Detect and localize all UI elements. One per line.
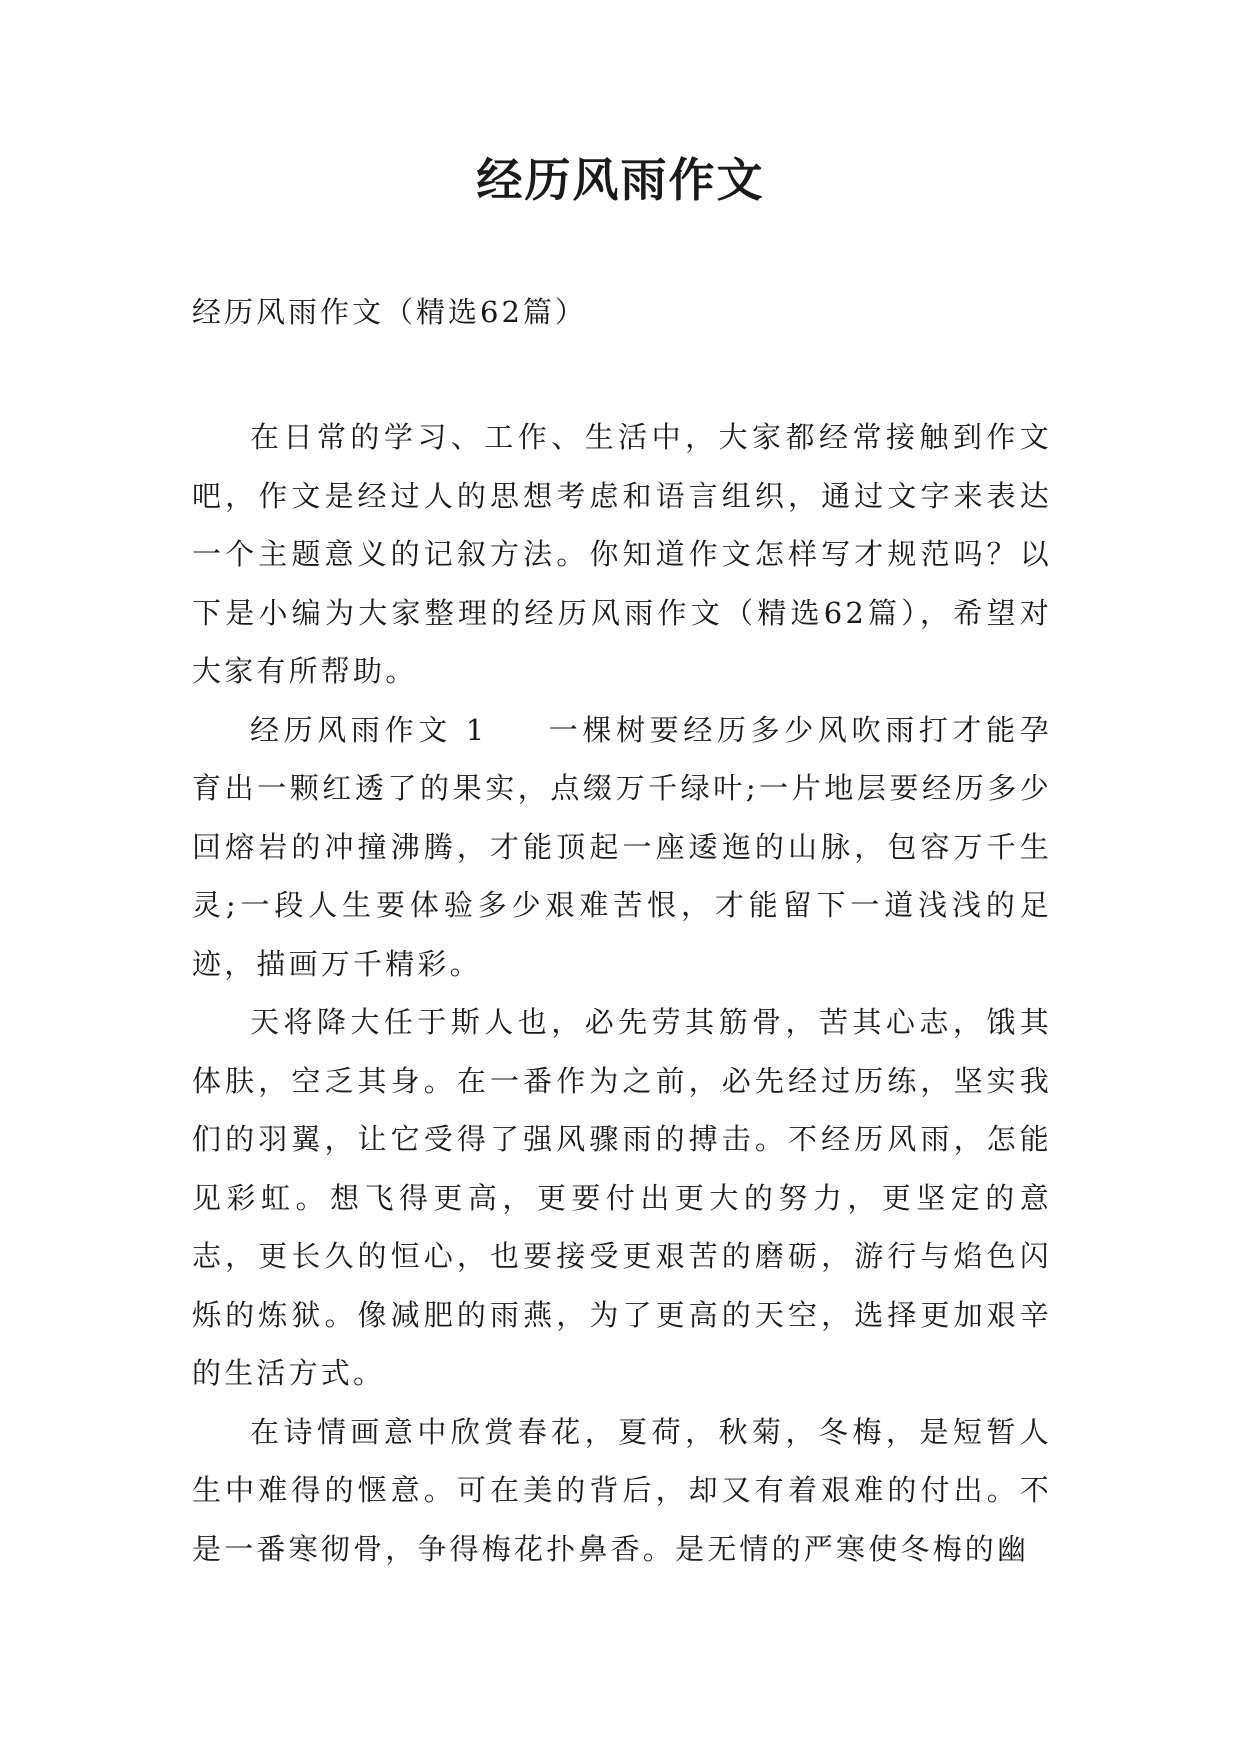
document-subtitle: 经历风雨作文（精选62篇） [192, 295, 587, 329]
essay-1-paragraph-1 [192, 701, 1052, 994]
essay-1-label: 经历风雨作文 1 [250, 712, 488, 747]
essay-1-paragraph-2: 天将降大任于斯人也，必先劳其筋骨，苦其心志，饿其体肤，空乏其身。在一番作为之前，必先经过历练，坚实我们的羽翼，让它受得了强风骤雨的搏击。不经历风雨，怎能见彩虹。想飞得更高，更要付出更大的努力，更坚定的意志，更长久的恒心，也要接受更艰苦的磨砺，游行与焰色闪烁的炼狱。像减肥的雨燕，为了更高的天空，选择更加艰辛的生活方式。 [192, 1005, 1052, 1390]
document-title: 经历风雨作文 [476, 153, 765, 207]
essay-1-text-1: 一棵树要经历多少风吹雨打才能孕育出一颗红透了的果实，点缀万千绿叶;一片地层要经历多少回熔岩的冲撞沸腾，才能顶起一座逶迤的山脉，包容万千生灵;一段人生要体验多少艰难苦恨，才能留下一道浅浅的足迹，描画万千精彩。 [192, 712, 1052, 981]
document-body [192, 408, 1052, 1578]
intro-paragraph: 在日常的学习、工作、生活中，大家都经常接触到作文吧，作文是经过人的思想考虑和语言组织，通过文字来表达一个主题意义的记叙方法。你知道作文怎样写才规范吗？以下是小编为大家整理的经历风雨作文（精选62篇），希望对大家有所帮助。 [192, 420, 1052, 688]
essay-1-paragraph-3: 在诗情画意中欣赏春花，夏荷，秋菊，冬梅，是短暂人生中难得的惬意。可在美的背后，却又有着艰难的付出。不是一番寒彻骨，争得梅花扑鼻香。是无情的严寒使冬梅的幽 [192, 1414, 1052, 1566]
